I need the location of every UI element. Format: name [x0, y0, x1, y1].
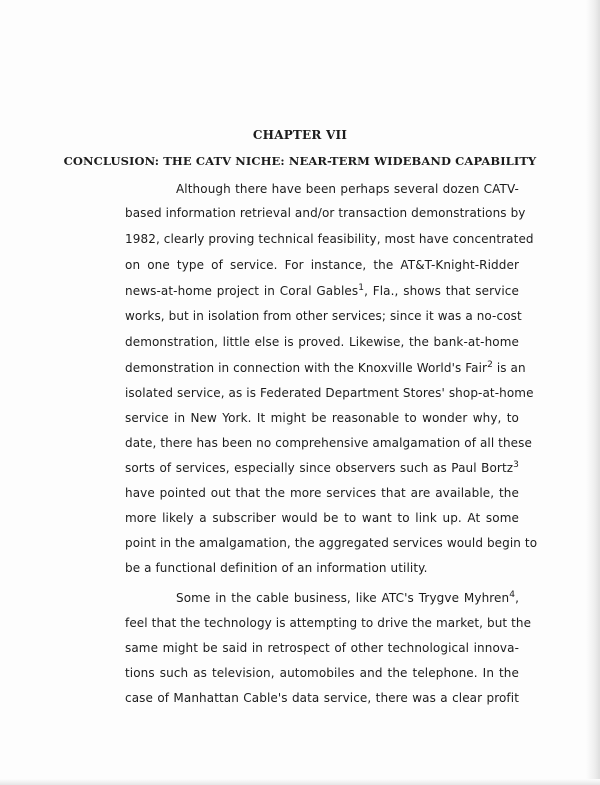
footnote-marker: 3: [513, 460, 519, 470]
text-line: demonstration, little else is proved. Likewise, the bank-at-home: [125, 335, 519, 349]
text-segment: sorts of services, especially since observers such as Paul Bortz: [125, 461, 514, 475]
text-line: works, but in isolation from other services; since it was a no-cost: [125, 309, 522, 323]
text-segment: news-at-home project in Coral Gables: [125, 284, 359, 298]
text-line: point in the amalgamation, the aggregated services would begin to: [125, 536, 538, 550]
text-line: be a functional definition of an information utility.: [125, 561, 428, 575]
text-line: have pointed out that the more services that are available, the: [125, 486, 519, 500]
text-segment: ,: [515, 591, 519, 605]
text-line: feel that the technology is attempting to drive the market, but the: [125, 616, 532, 630]
text-line: 1982, clearly proving technical feasibility, most have concentrated: [125, 232, 534, 246]
text-line: on one type of service. For instance, the AT&T-Knight-Ridder: [125, 258, 519, 272]
text-line: based information retrieval and/or transaction demonstrations by: [125, 206, 526, 220]
text-line: tions such as television, automobiles and the telephone. In the: [125, 666, 519, 680]
footnote-marker: 4: [509, 590, 516, 600]
text-line: case of Manhattan Cable's data service, there was a clear profit: [125, 691, 519, 705]
text-line: Although there have been perhaps several dozen CATV-: [176, 182, 519, 196]
text-line: more likely a subscriber would be to want to link up. At some: [125, 511, 519, 525]
text-line: [125, 458, 519, 478]
text-line: [125, 358, 526, 378]
footnote-marker: 2: [487, 360, 493, 370]
text-segment: demonstration in connection with the Knoxville World's Fair: [125, 361, 488, 375]
text-line: [176, 588, 519, 608]
text-segment: , Fla., shows that service: [364, 284, 519, 298]
text-line: service in New York. It might be reasonable to wonder why, to: [125, 411, 519, 425]
text-line: isolated service, as is Federated Department Stores' shop-at-home: [125, 386, 534, 400]
text-segment: is an: [492, 361, 526, 375]
chapter-heading: CHAPTER VII: [252, 128, 348, 142]
scan-bottom-shadow: [0, 779, 600, 785]
text-line: date, there has been no comprehensive amalgamation of all these: [125, 436, 533, 450]
footnote-marker: 1: [358, 283, 365, 293]
text-segment: Some in the cable business, like ATC's Trygve Myhren: [176, 591, 510, 605]
text-line: [125, 281, 519, 301]
scan-edge-shadow: [586, 0, 600, 785]
text-line: same might be said in retrospect of other technological innova-: [125, 641, 519, 655]
chapter-title: CONCLUSION: THE CATV NICHE: NEAR-TERM WIDEBAND CAPABILITY: [63, 154, 537, 168]
